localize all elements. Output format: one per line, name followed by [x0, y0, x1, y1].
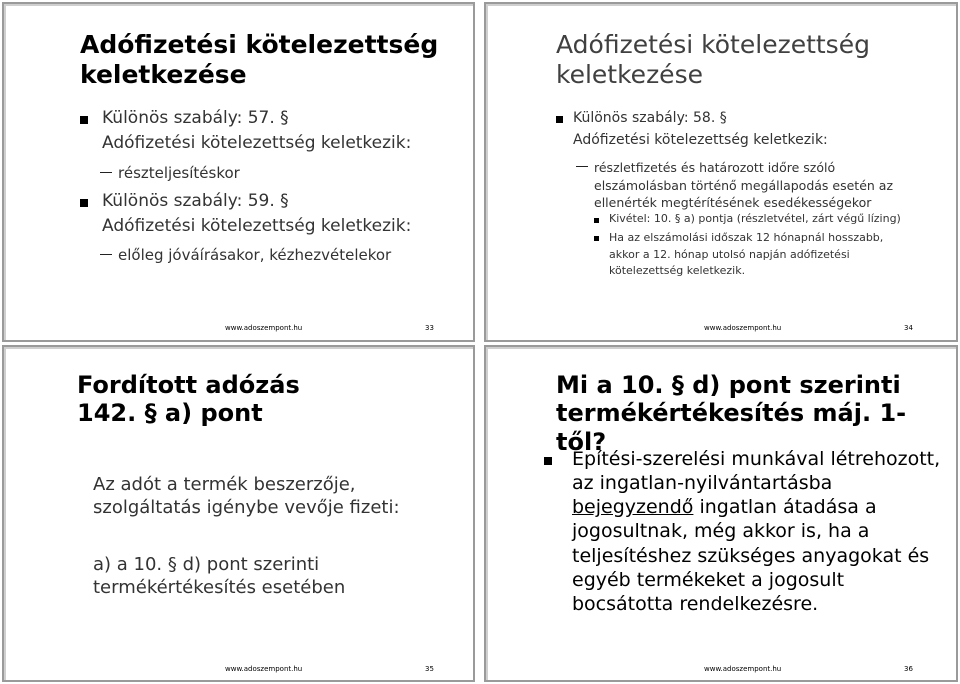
slide-35: [2, 345, 475, 682]
square-bullet-icon: [544, 457, 552, 465]
paragraph: a) a 10. § d) pont szerinti termékértékesítés esetében: [93, 554, 346, 599]
page-number: 34: [904, 324, 913, 332]
sub-item: előleg jóváírásakor, kézhezvételekor: [100, 246, 391, 264]
footer-url: www.adoszempont.hu: [225, 324, 303, 332]
bullet-item: Építési-szerelési munkával létrehozott, az ingatlan-nyilvántartásba bejegyzendő ingatlan átadása a jogosultnak, még akkor is, ha a teljesítéshez szükséges anyagokat és egyéb termékeket a jogosult bocsátotta rendelkezésre.: [544, 447, 944, 616]
slide-36: [484, 345, 958, 682]
dash-icon: [100, 172, 112, 173]
slide-title: Fordított adózás 142. § a) pont: [77, 371, 300, 428]
slide-title: Adófizetési kötelezettség keletkezése: [80, 30, 439, 89]
footer-url: www.adoszempont.hu: [704, 324, 782, 332]
bullet-item: Különös szabály: 59. § Adófizetési kötelezettség keletkezik:: [80, 191, 470, 237]
sub-item: részletfizetés és határozott időre szóló elszámolásban történő megállapodás esetén az ellenérték megtérítésének esedékességekor: [576, 159, 893, 212]
bullet-item: Különös szabály: 57. § Adófizetési kötelezettség keletkezik:: [80, 108, 470, 154]
slide-title: Mi a 10. § d) pont szerinti termékértékesítés máj. 1-től?: [556, 371, 907, 456]
slide-34: [484, 2, 958, 342]
footer-url: www.adoszempont.hu: [704, 665, 782, 673]
sub-item: részteljesítéskor: [100, 164, 240, 182]
paragraph: Az adót a termék beszerzője, szolgáltatás igénybe vevője fizeti:: [93, 474, 400, 519]
page-number: 36: [904, 665, 913, 673]
page-number: 33: [425, 324, 434, 332]
small-bullet-item: Ha az elszámolási időszak 12 hónapnál hosszabb, akkor a 12. hónap utolsó napján adófizetési kötelezettség keletkezik.: [594, 230, 883, 280]
square-bullet-icon: [594, 236, 599, 241]
slide-title: Adófizetési kötelezettség keletkezése: [556, 30, 870, 89]
page-number: 35: [425, 665, 434, 673]
dash-icon: [100, 254, 112, 255]
square-bullet-icon: [556, 116, 563, 123]
bullet-item: Különös szabály: 58. § Adófizetési kötelezettség keletkezik:: [556, 110, 946, 149]
square-bullet-icon: [80, 199, 88, 207]
slide-33: [2, 2, 475, 342]
footer-url: www.adoszempont.hu: [225, 665, 303, 673]
square-bullet-icon: [594, 218, 599, 223]
square-bullet-icon: [80, 116, 88, 124]
dash-icon: [576, 166, 588, 167]
small-bullet-item: Kivétel: 10. § a) pontja (részletvétel, zárt végű lízing): [594, 212, 901, 225]
